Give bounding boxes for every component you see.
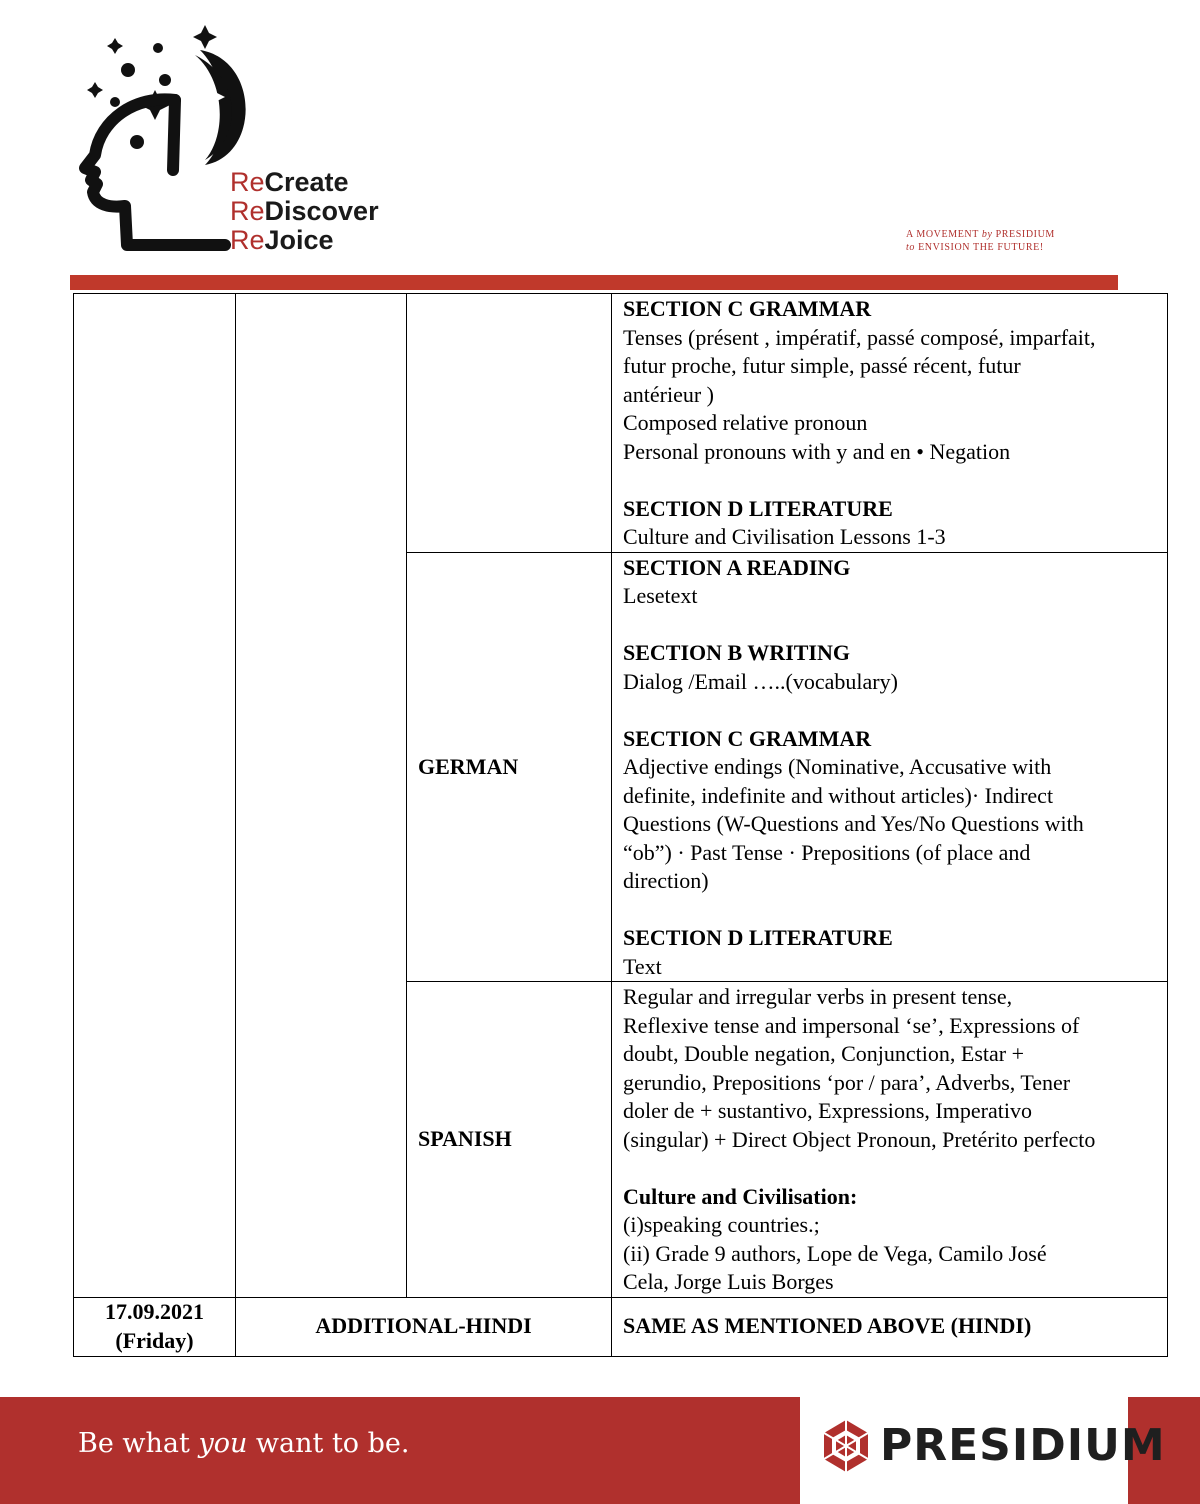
spanish-syllabus-cell: Regular and irregular verbs in present tense, Reflexive tense and impersonal ‘se’, Expressions of doubt, Double negation, Conjunction, Estar + gerundio, Prepositions ‘por / para’, Adverbs, Tener doler de + sustantivo, Expressions, Imperativo (singular) + Direct Object Pronoun, Pretérito perfecto Culture and Civilisation: (i)speaking countries.; (ii) Grade 9 authors, Lope de Vega, Camilo José Cela, Jorge Luis Borges — [612, 982, 1168, 1298]
exam-schedule-table — [73, 293, 1168, 1357]
language-german: GERMAN — [407, 552, 612, 982]
french-syllabus-cell: SECTION C GRAMMAR Tenses (présent , impératif, passé composé, imparfait, futur proche, futur simple, passé récent, futur antérieur ) Composed relative pronoun Personal pronouns with y and en • Negation SECTION D LITERATURE Culture and Civilisation Lessons 1-3 — [612, 294, 1168, 553]
table-row — [74, 294, 1168, 553]
date-cell-empty — [74, 294, 236, 1298]
footer-slogan: Be what you want to be. — [78, 1428, 410, 1459]
exam-date-cell: 17.09.2021 (Friday) — [74, 1297, 236, 1356]
german-syllabus-cell: SECTION A READING Lesetext SECTION B WRITING Dialog /Email …..(vocabulary) SECTION C GRAMMAR Adjective endings (Nominative, Accusative with definite, indefinite and without articles)· Indirect Questions (W-Questions and Yes/No Questions with “ob”) · Past Tense · Prepositions (of place and direction) SECTION D LITERATURE Text — [612, 552, 1168, 982]
subject-cell-empty — [236, 294, 407, 1298]
syllabus-cell: SAME AS MENTIONED ABOVE (HINDI) — [612, 1297, 1168, 1356]
head-logo-icon — [55, 20, 255, 260]
footer-brand: PRESIDIUM — [880, 1420, 1166, 1471]
presidium-logo-icon — [818, 1418, 874, 1474]
subject-cell: ADDITIONAL-HINDI — [236, 1297, 612, 1356]
header-tagline: A MOVEMENT by PRESIDIUM to ENVISION THE FUTURE! — [906, 229, 1055, 253]
table-row — [74, 1297, 1168, 1356]
brand-wordmark: ReCreate ReDiscover ReJoice — [230, 167, 379, 255]
header-divider — [70, 275, 1118, 290]
language-cell-empty — [407, 294, 612, 553]
language-spanish: SPANISH — [407, 982, 612, 1298]
